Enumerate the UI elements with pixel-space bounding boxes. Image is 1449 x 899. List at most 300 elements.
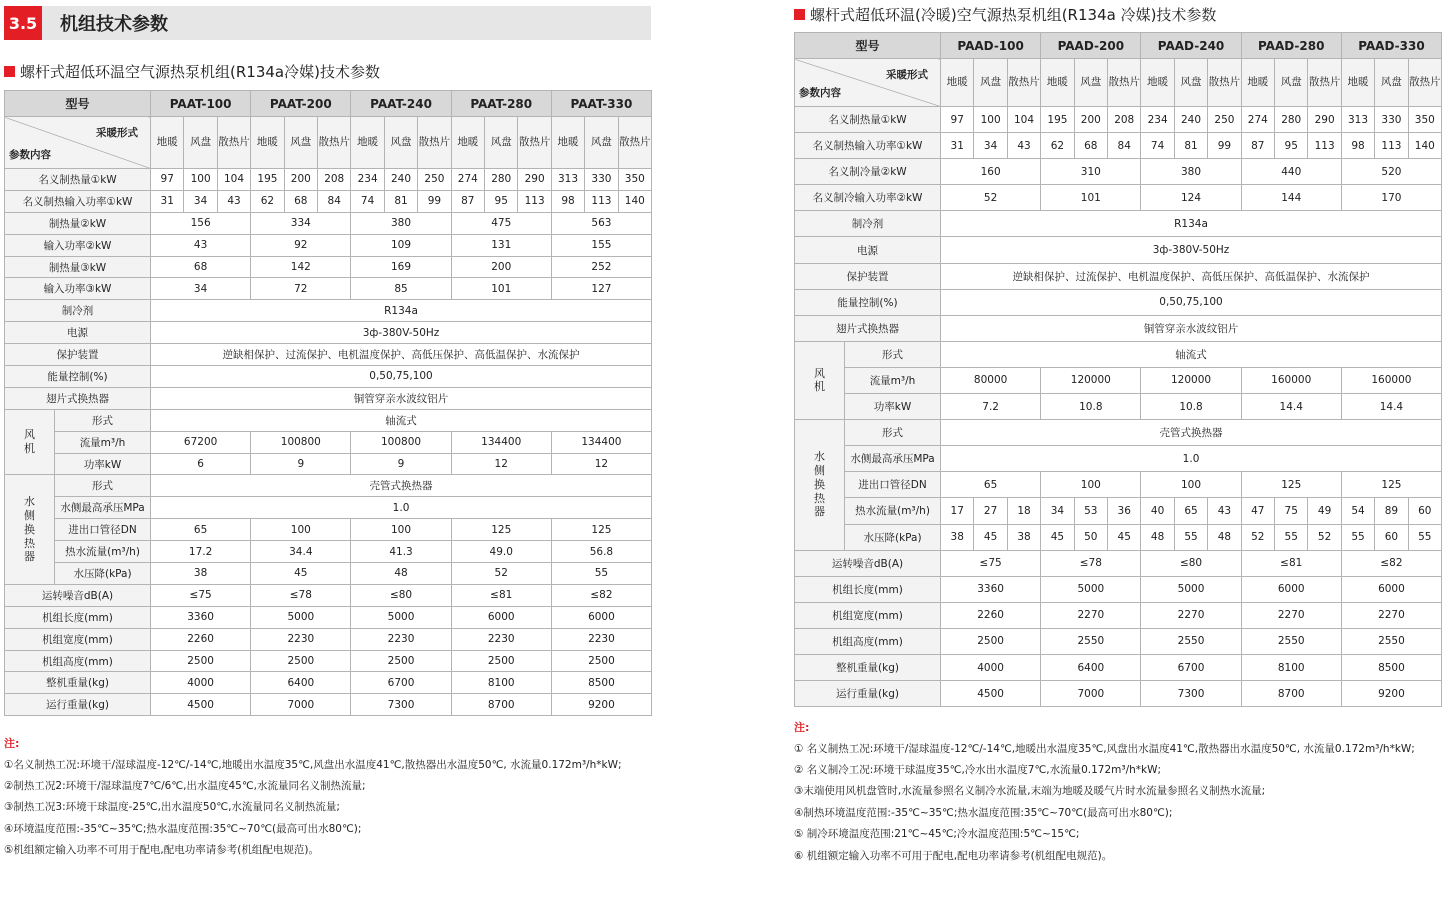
value-cell: 67200 [151,431,251,453]
value-cell: 43 [217,190,250,212]
value-cell: 3ф-380V-50Hz [941,237,1442,263]
notes-block [794,717,1441,867]
value-cell: 125 [1241,472,1341,498]
value-cell: 89 [1375,498,1408,524]
value-cell: 34 [1041,498,1074,524]
value-cell: 38 [941,524,974,550]
value-cell: 200 [1074,107,1107,133]
value-cell: 2230 [451,628,551,650]
mode-cell: 散热片 [618,117,651,169]
table-row [5,694,652,716]
value-cell: 104 [217,169,250,191]
value-cell: 350 [618,169,651,191]
value-cell: 2260 [151,628,251,650]
row-label: 水压降(kPa) [55,563,151,585]
note-line: ⑤机组额定输入功率不可用于配电,配电功率请参考(机组配电规范)。 [4,844,319,857]
value-cell: 52 [941,185,1041,211]
value-cell: 4500 [151,694,251,716]
value-cell: 6400 [251,672,351,694]
value-cell: 38 [151,563,251,585]
row-label: 机组高度(mm) [5,650,151,672]
note-line: ③制热工况3:环境干球温度-25℃,出水温度50℃,水流量同名义制热流量; [4,801,340,814]
value-cell: 6400 [1041,654,1141,680]
value-cell: 60 [1408,498,1441,524]
value-cell: 1.0 [941,446,1442,472]
value-cell: 2260 [941,602,1041,628]
value-cell: 100 [351,519,451,541]
section-number: 3.5 [4,6,42,40]
value-cell: 2270 [1141,602,1241,628]
table-row [795,133,1442,159]
table-row [795,394,1442,420]
value-cell: ≤81 [1241,550,1341,576]
value-cell: 8700 [451,694,551,716]
value-cell: 99 [418,190,451,212]
table-row [5,409,652,431]
value-cell: 330 [585,169,618,191]
value-cell: 8500 [1341,654,1441,680]
value-cell: 2500 [251,650,351,672]
value-cell: 2550 [1341,628,1441,654]
value-cell: 2500 [551,650,651,672]
note-line: ⑥ 机组额定输入功率不可用于配电,配电功率请参考(机组配电规范)。 [794,849,1113,862]
value-cell: 62 [251,190,284,212]
value-cell: 2500 [351,650,451,672]
mode-cell: 地暖 [251,117,284,169]
value-cell: 134400 [551,431,651,453]
mode-cell: 地暖 [451,117,484,169]
value-cell: 80000 [941,367,1041,393]
value-cell: 3ф-380V-50Hz [151,322,652,344]
value-cell: 5000 [251,606,351,628]
value-cell: 12 [451,453,551,475]
mode-cell: 地暖 [351,117,384,169]
mode-cell: 风盘 [974,59,1007,107]
value-cell: 95 [485,190,518,212]
mode-cell: 散热片 [418,117,451,169]
row-label: 能量控制(%) [5,366,151,388]
param-label: 参数内容 [799,87,841,99]
value-cell: 98 [551,190,584,212]
value-cell: 52 [1241,524,1274,550]
value-cell: 100 [251,519,351,541]
mode-cell: 风盘 [1174,59,1207,107]
value-cell: 160 [941,159,1041,185]
row-label: 进出口管径DN [55,519,151,541]
table-row [5,322,652,344]
value-cell: 563 [551,212,651,234]
table-row [795,654,1442,680]
row-label: 运转噪音dB(A) [795,550,941,576]
value-cell: 34.4 [251,541,351,563]
value-cell: 34 [151,278,251,300]
row-label: 机组高度(mm) [795,628,941,654]
table-row [5,672,652,694]
value-cell: 100800 [251,431,351,453]
row-label: 水侧最高承压MPa [845,446,941,472]
value-cell: 45 [251,563,351,585]
value-cell: 74 [1141,133,1174,159]
value-cell: 53 [1074,498,1107,524]
table-row [795,159,1442,185]
value-cell: 240 [1174,107,1207,133]
row-label: 功率kW [845,394,941,420]
value-cell: 6000 [551,606,651,628]
row-label: 制热量③kW [5,256,151,278]
row-label: 形式 [845,341,941,367]
row-label: 形式 [845,420,941,446]
table-row [795,550,1442,576]
value-cell: 113 [1308,133,1341,159]
value-cell: 5000 [1141,576,1241,602]
row-label: 整机重量(kg) [5,672,151,694]
param-label: 参数内容 [9,149,51,161]
value-cell: 6700 [1141,654,1241,680]
value-cell: 43 [151,234,251,256]
value-cell: 380 [351,212,451,234]
value-cell: 9200 [551,694,651,716]
table-row [5,475,652,497]
value-cell: 104 [1007,107,1040,133]
red-square-icon [4,66,15,77]
value-cell: R134a [941,211,1442,237]
model-header: PAAT-330 [551,91,651,117]
table-row [5,190,652,212]
value-cell: 252 [551,256,651,278]
row-label: 保护装置 [795,263,941,289]
value-cell: 87 [451,190,484,212]
table-row [795,367,1442,393]
value-cell: 34 [974,133,1007,159]
diagonal-header-cell [5,117,151,169]
table-row [795,472,1442,498]
row-label: 机组长度(mm) [5,606,151,628]
row-label: 流量m³/h [845,367,941,393]
table-row [795,185,1442,211]
mode-cell: 风盘 [585,117,618,169]
value-cell: 350 [1408,107,1441,133]
value-cell: 55 [1275,524,1308,550]
group-label: 水侧换热器 [24,495,35,564]
value-cell: 84 [1108,133,1141,159]
value-cell: 2270 [1341,602,1441,628]
table-row [795,315,1442,341]
value-cell: 120000 [1041,367,1141,393]
table-row [5,453,652,475]
value-cell: 55 [1341,524,1374,550]
value-cell: 6000 [1341,576,1441,602]
notes-title: 注: [794,721,810,735]
value-cell: 200 [451,256,551,278]
table-row [795,576,1442,602]
note-line: ①名义制热工况:环境干/湿球温度-12℃/-14℃,地暖出水温度35℃,风盘出水温度41℃,散热器出水温度50℃, 水流量0.172m³/h*kW; [4,758,622,771]
model-header: PAAD-200 [1041,33,1141,59]
value-cell: 6700 [351,672,451,694]
note-line: ② 名义制冷工况:环境干球温度35℃,冷水出水温度7℃,水流量0.172m³/h*kW; [794,763,1162,776]
row-label: 名义制热输入功率①kW [5,190,151,212]
value-cell: 8500 [551,672,651,694]
value-cell: 100 [1041,472,1141,498]
value-cell: 100 [184,169,217,191]
value-cell: 234 [351,169,384,191]
mode-cell: 地暖 [551,117,584,169]
notes-block [4,733,651,861]
value-cell: 12 [551,453,651,475]
value-cell: 240 [384,169,417,191]
mode-cell: 风盘 [384,117,417,169]
group-label-cell [5,409,55,475]
value-cell: 45 [974,524,1007,550]
table-title [794,3,1441,25]
table-row [795,524,1442,550]
value-cell: 壳管式换热器 [151,475,652,497]
value-cell: 2500 [151,650,251,672]
value-cell: 2230 [351,628,451,650]
value-cell: 7000 [1041,681,1141,707]
row-label: 运转噪音dB(A) [5,584,151,606]
value-cell: 45 [1108,524,1141,550]
value-cell: 169 [351,256,451,278]
row-label: 机组宽度(mm) [5,628,151,650]
row-label: 制冷剂 [5,300,151,322]
mode-cell: 地暖 [1241,59,1274,107]
value-cell: 97 [151,169,184,191]
value-cell: 14.4 [1341,394,1441,420]
notes-title: 注: [4,737,20,751]
value-cell: 2230 [251,628,351,650]
value-cell: 壳管式换热器 [941,420,1442,446]
mode-cell: 风盘 [284,117,317,169]
row-label: 保护装置 [5,344,151,366]
value-cell: 97 [941,107,974,133]
value-cell: 274 [451,169,484,191]
table-row [795,498,1442,524]
row-label: 翅片式换热器 [795,315,941,341]
row-label: 电源 [5,322,151,344]
table-row [5,234,652,256]
mode-cell: 散热片 [217,117,250,169]
value-cell: ≤75 [941,550,1041,576]
value-cell: 0,50,75,100 [941,289,1442,315]
row-label: 水侧最高承压MPa [55,497,151,519]
row-label: 名义制冷量②kW [795,159,941,185]
diagonal-header-cell [795,59,941,107]
value-cell: 7300 [351,694,451,716]
value-cell: ≤78 [1041,550,1141,576]
value-cell: 101 [1041,185,1141,211]
value-cell: 47 [1241,498,1274,524]
value-cell: 440 [1241,159,1341,185]
value-cell: 208 [1108,107,1141,133]
value-cell: 144 [1241,185,1341,211]
value-cell: 31 [941,133,974,159]
table-row [795,602,1442,628]
value-cell: ≤78 [251,584,351,606]
value-cell: 55 [1408,524,1441,550]
table-row [5,497,652,519]
model-header: PAAD-280 [1241,33,1341,59]
model-header: PAAD-330 [1341,33,1441,59]
value-cell: 65 [151,519,251,541]
value-cell: 轴流式 [941,341,1442,367]
group-label: 水侧换热器 [814,450,825,519]
mode-cell: 散热片 [1208,59,1241,107]
row-label: 制热量②kW [5,212,151,234]
mode-cell: 散热片 [1108,59,1141,107]
mode-row [795,59,1442,107]
value-cell: 170 [1341,185,1441,211]
value-cell: 8100 [451,672,551,694]
value-cell: 34 [184,190,217,212]
value-cell: 48 [351,563,451,585]
table-row [795,211,1442,237]
group-label-cell [795,420,845,550]
value-cell: 7300 [1141,681,1241,707]
row-label: 翅片式换热器 [5,387,151,409]
value-cell: 10.8 [1041,394,1141,420]
row-label: 形式 [55,409,151,431]
value-cell: 140 [1408,133,1441,159]
row-label: 制冷剂 [795,211,941,237]
model-header: PAAD-240 [1141,33,1241,59]
row-label: 机组长度(mm) [795,576,941,602]
value-cell: 60 [1375,524,1408,550]
group-label: 风机 [814,366,825,394]
value-cell: 113 [518,190,551,212]
value-cell: 125 [1341,472,1441,498]
value-cell: 72 [251,278,351,300]
value-cell: 334 [251,212,351,234]
value-cell: 380 [1141,159,1241,185]
right-spec-panel [794,0,1441,867]
value-cell: 43 [1007,133,1040,159]
table-row [5,169,652,191]
note-line: ③末端使用风机盘管时,水流量参照名义制冷水流量,末端为地暖及暖气片时水流量参照名义制热水流量; [794,785,1266,798]
value-cell: 68 [1074,133,1107,159]
header-row [5,91,652,117]
row-label: 机组宽度(mm) [795,602,941,628]
row-label: 名义制冷输入功率②kW [795,185,941,211]
value-cell: 31 [151,190,184,212]
group-label-cell [795,341,845,419]
mode-cell: 风盘 [485,117,518,169]
value-cell: 140 [618,190,651,212]
value-cell: 48 [1141,524,1174,550]
table-row [795,628,1442,654]
value-cell: 40 [1141,498,1174,524]
value-cell: 6000 [451,606,551,628]
value-cell: 520 [1341,159,1441,185]
value-cell: 铜管穿亲水波纹铝片 [941,315,1442,341]
value-cell: 2270 [1241,602,1341,628]
value-cell: 4000 [941,654,1041,680]
value-cell: 2500 [941,628,1041,654]
value-cell: 逆缺相保护、过流保护、电机温度保护、高低压保护、高低温保护、水流保护 [941,263,1442,289]
value-cell: ≤80 [351,584,451,606]
table-row [5,519,652,541]
table-row [795,289,1442,315]
value-cell: 52 [451,563,551,585]
table-row [5,563,652,585]
value-cell: 50 [1074,524,1107,550]
spec-table-paat [4,90,652,716]
row-label: 电源 [795,237,941,263]
mode-label: 采暖形式 [886,69,929,81]
value-cell: 160000 [1341,367,1441,393]
value-cell: 160000 [1241,367,1341,393]
value-cell: 5000 [351,606,451,628]
row-label: 名义制热输入功率①kW [795,133,941,159]
table-title-text: 螺杆式超低环温空气源热泵机组(R134a冷媒)技术参数 [20,62,380,81]
value-cell: ≤80 [1141,550,1241,576]
value-cell: 100800 [351,431,451,453]
value-cell: 155 [551,234,651,256]
value-cell: ≤82 [551,584,651,606]
value-cell: 62 [1041,133,1074,159]
value-cell: 27 [974,498,1007,524]
table-row [5,387,652,409]
value-cell: 313 [551,169,584,191]
value-cell: 68 [151,256,251,278]
value-cell: 195 [251,169,284,191]
table-row [5,541,652,563]
value-cell: 52 [1308,524,1341,550]
value-cell: 100 [1141,472,1241,498]
note-line: ⑤ 制冷环境温度范围:21℃~45℃;冷水温度范围:5℃~15℃; [794,828,1080,841]
value-cell: 49 [1308,498,1341,524]
value-cell: 17 [941,498,974,524]
value-cell: 274 [1241,107,1274,133]
value-cell: 280 [1275,107,1308,133]
value-cell: 234 [1141,107,1174,133]
value-cell: 109 [351,234,451,256]
row-label: 能量控制(%) [795,289,941,315]
mode-cell: 地暖 [1041,59,1074,107]
value-cell: 8700 [1241,681,1341,707]
value-cell: 98 [1341,133,1374,159]
value-cell: 92 [251,234,351,256]
value-cell: 4000 [151,672,251,694]
value-cell: 9200 [1341,681,1441,707]
value-cell: 2550 [1041,628,1141,654]
note-line: ① 名义制热工况:环境干/湿球温度-12℃/-14℃,地暖出水温度35℃,风盘出水温度41℃,散热器出水温度50℃, 水流量0.172m³/h*kW; [794,742,1415,755]
value-cell: 轴流式 [151,409,652,431]
value-cell: 81 [1174,133,1207,159]
row-label: 整机重量(kg) [795,654,941,680]
value-cell: 55 [551,563,651,585]
value-cell: 9 [351,453,451,475]
value-cell: 9 [251,453,351,475]
mode-cell: 地暖 [1141,59,1174,107]
value-cell: 18 [1007,498,1040,524]
value-cell: 113 [1375,133,1408,159]
value-cell: 75 [1275,498,1308,524]
value-cell: 250 [1208,107,1241,133]
value-cell: 95 [1275,133,1308,159]
value-cell: 铜管穿亲水波纹铝片 [151,387,652,409]
value-cell: 290 [1308,107,1341,133]
mode-cell: 地暖 [941,59,974,107]
table-title [4,60,651,82]
table-row [5,650,652,672]
value-cell: 113 [585,190,618,212]
table-row [795,237,1442,263]
value-cell: ≤82 [1341,550,1441,576]
row-label: 名义制热量①kW [5,169,151,191]
value-cell: 0,50,75,100 [151,366,652,388]
value-cell: 2230 [551,628,651,650]
value-cell: 55 [1174,524,1207,550]
